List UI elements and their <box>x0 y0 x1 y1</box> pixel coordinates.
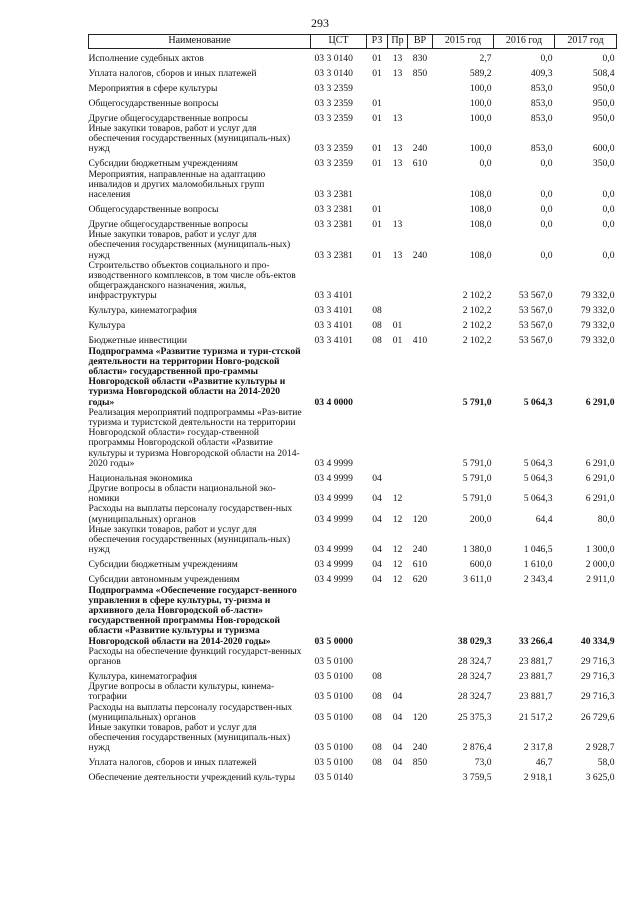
row-cst: 03 5 0100 <box>314 757 353 769</box>
row-value-2017: 6 291,0 <box>585 457 615 469</box>
row-pr: 04 <box>392 757 403 769</box>
row-value-2015: 100,0 <box>469 112 492 124</box>
row-rz: 04 <box>372 544 382 556</box>
row-value-2017: 6 291,0 <box>585 493 615 505</box>
row-pr: 04 <box>392 742 403 754</box>
row-rz <box>367 79 388 94</box>
table-row <box>89 484 617 504</box>
row-rz <box>367 647 388 667</box>
row-vr <box>408 586 433 647</box>
row-value-2017: 29 716,3 <box>580 691 615 703</box>
row-vr <box>408 261 433 302</box>
row-value-2017: 0,0 <box>602 219 615 231</box>
header-pr: Пр <box>388 35 408 49</box>
budget-table <box>88 34 617 784</box>
row-cst: 03 3 2381 <box>314 189 353 201</box>
row-value-2015: 2 876,4 <box>462 742 492 754</box>
row-value-2017: 79 332,0 <box>580 305 615 317</box>
table-row <box>89 723 617 754</box>
row-value-2016: 0,0 <box>540 204 553 216</box>
row-value-2015: 108,0 <box>469 204 492 216</box>
row-vr: 240 <box>412 544 428 556</box>
row-value-2016: 5 064,3 <box>523 457 553 469</box>
row-cst: 03 5 0100 <box>314 742 353 754</box>
row-value-2017: 950,0 <box>592 97 615 109</box>
row-value-2017: 0,0 <box>602 204 615 216</box>
row-pr <box>388 586 408 647</box>
row-value-2017: 600,0 <box>592 143 615 155</box>
row-pr: 13 <box>392 112 403 124</box>
row-value-2015: 5 791,0 <box>462 396 492 408</box>
header-rz: РЗ <box>367 35 388 49</box>
row-name: Строительство объектов социального и про-изводственного комплексов, в том числе объ-ектов общегражданского назначения, жилья, инфраструктуры <box>88 259 296 302</box>
row-pr: 04 <box>392 691 403 703</box>
row-value-2017: 0,0 <box>602 249 615 261</box>
row-pr: 12 <box>392 574 403 586</box>
row-vr: 240 <box>412 143 428 155</box>
row-vr: 240 <box>412 742 428 754</box>
row-vr <box>408 200 433 215</box>
row-value-2017: 1 300,0 <box>585 544 615 556</box>
row-name: Культура, кинематография <box>88 305 197 317</box>
row-value-2015: 600,0 <box>469 559 492 571</box>
row-rz: 08 <box>372 757 382 769</box>
row-value-2017: 3 625,0 <box>585 772 615 784</box>
table-row <box>89 317 617 332</box>
row-cst: 03 4 9999 <box>314 559 353 571</box>
row-value-2017: 79 332,0 <box>580 335 615 347</box>
row-value-2017: 79 332,0 <box>580 290 615 302</box>
row-value-2016: 853,0 <box>530 97 553 109</box>
row-value-2016: 853,0 <box>530 112 553 124</box>
row-value-2017: 80,0 <box>597 513 615 525</box>
row-name: Расходы на обеспечение функций государст-венных органов <box>88 645 302 667</box>
row-vr: 850 <box>412 757 428 769</box>
table-row <box>89 170 617 201</box>
table-row <box>89 347 617 408</box>
row-rz: 04 <box>372 559 382 571</box>
table-row <box>89 94 617 109</box>
table-body <box>89 49 617 784</box>
row-value-2017: 508,4 <box>592 67 615 79</box>
row-pr <box>388 200 408 215</box>
table-row <box>89 525 617 556</box>
row-name: Реализация мероприятий подпрограммы «Раз-витие туризма и туристской деятельности на территории Новгородской области» государ-ственной программы Новгородской области «Развитие культуры и туризма Новгородской области на 2014-2020 годы» <box>88 406 302 469</box>
row-cst: 03 4 9999 <box>314 472 353 484</box>
row-value-2015: 108,0 <box>469 189 492 201</box>
table-row <box>89 79 617 94</box>
row-name: Бюджетные инвестиции <box>88 335 187 347</box>
row-value-2015: 38 029,3 <box>457 635 492 647</box>
row-name: Субсидии бюджетным учреждениям <box>88 559 238 571</box>
row-value-2017: 0,0 <box>602 189 615 201</box>
header-vr: ВР <box>408 35 433 49</box>
row-value-2016: 53 567,0 <box>518 335 553 347</box>
row-value-2017: 79 332,0 <box>580 320 615 332</box>
row-value-2016: 5 064,3 <box>523 472 553 484</box>
row-rz: 01 <box>372 158 382 170</box>
row-value-2016: 2 343,4 <box>523 574 553 586</box>
row-cst: 03 4 9999 <box>314 574 353 586</box>
row-vr <box>408 170 433 201</box>
row-cst: 03 5 0000 <box>314 635 353 647</box>
row-rz: 01 <box>372 67 382 79</box>
table-row <box>89 556 617 571</box>
table-row <box>89 647 617 667</box>
row-rz: 01 <box>372 112 382 124</box>
row-vr <box>408 79 433 94</box>
row-vr <box>408 769 433 784</box>
row-pr <box>388 667 408 682</box>
row-value-2015: 28 324,7 <box>457 670 492 682</box>
row-value-2017: 2 928,7 <box>585 742 615 754</box>
row-rz <box>367 586 388 647</box>
row-vr <box>408 302 433 317</box>
row-vr <box>408 347 433 408</box>
row-pr: 13 <box>392 67 403 79</box>
row-value-2015: 100,0 <box>469 97 492 109</box>
row-value-2015: 5 791,0 <box>462 457 492 469</box>
row-value-2015: 2 102,2 <box>462 305 492 317</box>
row-name: Обеспечение деятельности учреждений куль-туры <box>88 772 296 784</box>
row-cst: 03 5 0140 <box>314 772 353 784</box>
row-value-2016: 21 517,2 <box>518 711 553 723</box>
table-row <box>89 586 617 647</box>
row-pr <box>388 302 408 317</box>
row-cst: 03 4 9999 <box>314 513 353 525</box>
row-rz: 04 <box>372 472 382 484</box>
row-pr <box>388 347 408 408</box>
row-cst: 03 3 2359 <box>314 143 353 155</box>
row-rz: 04 <box>372 574 382 586</box>
row-rz: 08 <box>372 335 382 347</box>
row-name: Расходы на выплаты персоналу государствен-ных (муниципальных) органов <box>88 701 293 723</box>
table-row <box>89 64 617 79</box>
table-row <box>89 124 617 155</box>
row-name: Подпрограмма «Обеспечение государст-венного управления в сфере культуры, ту-ризма и архивного дела Новгородской об-ласти» государственной программы Нов-городской области «Развитие культуры и туризма Новгородской области на 2014-2020 годы» <box>88 584 297 647</box>
row-value-2017: 29 716,3 <box>580 655 615 667</box>
row-value-2015: 200,0 <box>469 513 492 525</box>
row-value-2016: 2 317,8 <box>523 742 553 754</box>
row-value-2016: 53 567,0 <box>518 320 553 332</box>
row-name: Субсидии бюджетным учреждениям <box>88 158 238 170</box>
table-row <box>89 332 617 347</box>
row-cst: 03 3 2359 <box>314 82 353 94</box>
table-row <box>89 667 617 682</box>
row-value-2015: 0,0 <box>479 158 492 170</box>
row-pr <box>388 647 408 667</box>
row-pr: 04 <box>392 711 403 723</box>
row-pr: 12 <box>392 559 403 571</box>
row-value-2017: 950,0 <box>592 112 615 124</box>
row-vr: 240 <box>412 249 428 261</box>
row-vr <box>408 94 433 109</box>
row-value-2016: 1 610,0 <box>523 559 553 571</box>
table-header-row <box>89 35 617 49</box>
row-value-2017: 2 911,0 <box>586 574 615 586</box>
table-row <box>89 200 617 215</box>
row-value-2015: 2 102,2 <box>462 290 492 302</box>
row-vr <box>408 647 433 667</box>
row-vr <box>408 317 433 332</box>
row-value-2016: 853,0 <box>530 82 553 94</box>
row-name: Другие вопросы в области национальной эко-номики <box>88 483 276 505</box>
row-value-2016: 23 881,7 <box>518 691 553 703</box>
row-rz: 01 <box>372 249 382 261</box>
row-name: Иные закупки товаров, работ и услуг для обеспечения государственных (муниципаль-ных) нужд <box>88 721 291 754</box>
row-rz: 08 <box>372 691 382 703</box>
row-cst: 03 3 4101 <box>314 290 353 302</box>
row-cst: 03 3 4101 <box>314 320 353 332</box>
row-cst: 03 3 2381 <box>314 219 353 231</box>
row-cst: 03 3 2359 <box>314 97 353 109</box>
row-cst: 03 3 2359 <box>314 112 353 124</box>
row-value-2015: 108,0 <box>469 219 492 231</box>
row-cst: 03 3 2381 <box>314 249 353 261</box>
row-cst: 03 3 4101 <box>314 335 353 347</box>
row-pr <box>388 261 408 302</box>
row-rz: 08 <box>372 320 382 332</box>
row-vr: 120 <box>412 513 428 525</box>
row-value-2015: 5 791,0 <box>462 472 492 484</box>
row-cst: 03 3 2381 <box>314 204 353 216</box>
table-row <box>89 215 617 230</box>
row-name: Культура, кинематография <box>88 670 197 682</box>
row-pr: 01 <box>392 335 403 347</box>
row-pr <box>388 94 408 109</box>
row-value-2017: 29 716,3 <box>580 670 615 682</box>
row-value-2016: 64,4 <box>535 513 553 525</box>
row-value-2017: 58,0 <box>597 757 615 769</box>
row-pr: 13 <box>392 219 403 231</box>
row-pr: 12 <box>392 544 403 556</box>
row-value-2015: 28 324,7 <box>457 691 492 703</box>
row-cst: 03 4 9999 <box>314 493 353 505</box>
row-rz: 04 <box>372 493 382 505</box>
table-row <box>89 230 617 261</box>
row-value-2016: 53 567,0 <box>518 290 553 302</box>
row-cst: 03 5 0100 <box>314 711 353 723</box>
row-name: Уплата налогов, сборов и иных платежей <box>88 757 257 769</box>
row-cst: 03 5 0100 <box>314 655 353 667</box>
row-pr <box>388 408 408 469</box>
table-row <box>89 109 617 124</box>
header-year-2017: 2017 год <box>555 35 617 49</box>
row-pr <box>388 79 408 94</box>
row-value-2015: 2 102,2 <box>462 320 492 332</box>
table-row <box>89 754 617 769</box>
row-name: Мероприятия, направленные на адаптацию инвалидов и других маломобильных групп населения <box>88 168 266 201</box>
row-rz: 08 <box>372 305 382 317</box>
row-name: Культура <box>88 320 126 332</box>
row-vr <box>408 408 433 469</box>
row-name: Общегосударственные вопросы <box>88 97 219 109</box>
row-rz <box>367 261 388 302</box>
row-rz: 01 <box>372 143 382 155</box>
row-value-2015: 3 611,0 <box>463 574 492 586</box>
header-cst: ЦСТ <box>311 35 367 49</box>
row-rz: 08 <box>372 711 382 723</box>
row-vr: 830 <box>412 52 428 64</box>
row-vr <box>408 469 433 484</box>
row-pr: 13 <box>392 143 403 155</box>
row-value-2017: 6 291,0 <box>585 472 615 484</box>
table-row <box>89 302 617 317</box>
row-name: Другие общегосударственные вопросы <box>88 112 249 124</box>
row-vr: 620 <box>412 574 428 586</box>
row-value-2016: 33 266,4 <box>518 635 553 647</box>
row-cst: 03 3 0140 <box>314 52 353 64</box>
row-value-2016: 0,0 <box>540 219 553 231</box>
row-pr <box>388 170 408 201</box>
row-vr <box>408 215 433 230</box>
table-row <box>89 769 617 784</box>
row-value-2016: 46,7 <box>535 757 553 769</box>
header-name: Наименование <box>89 35 311 49</box>
row-pr <box>388 469 408 484</box>
table-row <box>89 49 617 65</box>
row-value-2015: 2 102,2 <box>462 335 492 347</box>
table-row <box>89 703 617 723</box>
row-name: Подпрограмма «Развитие туризма и тури-стской деятельности на территории Новго-родской области» государственной про-граммы Новгородской области «Развитие культуры и туризма Новгородской области на 2014-2020 годы» <box>88 345 301 408</box>
row-name: Национальная экономика <box>88 472 193 484</box>
table-row <box>89 155 617 170</box>
row-value-2015: 25 375,3 <box>457 711 492 723</box>
row-value-2015: 2,7 <box>479 52 492 64</box>
row-value-2016: 0,0 <box>540 52 553 64</box>
row-value-2015: 100,0 <box>469 143 492 155</box>
table-row <box>89 408 617 469</box>
header-year-2015: 2015 год <box>433 35 494 49</box>
row-value-2017: 6 291,0 <box>585 396 615 408</box>
table-row <box>89 504 617 524</box>
row-value-2016: 2 918,1 <box>523 772 553 784</box>
row-value-2016: 0,0 <box>540 189 553 201</box>
row-name: Расходы на выплаты персоналу государствен-ных (муниципальных) органов <box>88 503 293 525</box>
row-vr <box>408 682 433 702</box>
row-pr: 12 <box>392 493 403 505</box>
row-rz <box>367 347 388 408</box>
row-name: Исполнение судебных актов <box>88 52 204 64</box>
row-name: Субсидии автономным учреждениям <box>88 574 240 586</box>
row-value-2016: 0,0 <box>540 158 553 170</box>
row-value-2016: 23 881,7 <box>518 670 553 682</box>
table-row <box>89 682 617 702</box>
row-name: Иные закупки товаров, работ и услуг для обеспечения государственных (муниципаль-ных) нужд <box>88 123 291 155</box>
row-rz: 04 <box>372 513 382 525</box>
row-name: Другие общегосударственные вопросы <box>88 219 249 231</box>
row-cst: 03 4 0000 <box>314 396 353 408</box>
row-cst: 03 4 9999 <box>314 544 353 556</box>
row-pr: 13 <box>392 52 403 64</box>
row-name: Другие вопросы в области культуры, кинема-тографии <box>88 681 275 703</box>
row-cst: 03 5 0100 <box>314 670 353 682</box>
row-rz: 08 <box>372 742 382 754</box>
row-vr: 410 <box>412 335 428 347</box>
row-value-2017: 40 334,9 <box>580 635 615 647</box>
row-value-2015: 5 791,0 <box>462 493 492 505</box>
row-value-2017: 26 729,6 <box>580 711 615 723</box>
row-rz <box>367 769 388 784</box>
row-vr: 610 <box>412 158 428 170</box>
row-rz: 01 <box>372 204 382 216</box>
row-value-2016: 53 567,0 <box>518 305 553 317</box>
row-value-2017: 350,0 <box>592 158 615 170</box>
row-value-2015: 28 324,7 <box>457 655 492 667</box>
row-value-2016: 5 064,3 <box>523 396 553 408</box>
row-cst: 03 5 0100 <box>314 691 353 703</box>
row-value-2017: 0,0 <box>602 52 615 64</box>
row-vr: 610 <box>412 559 428 571</box>
row-value-2015: 1 380,0 <box>462 544 492 556</box>
page-number: 293 <box>311 16 329 30</box>
row-rz <box>367 170 388 201</box>
row-value-2016: 0,0 <box>540 249 553 261</box>
row-value-2015: 3 759,5 <box>462 772 492 784</box>
row-value-2015: 73,0 <box>474 757 492 769</box>
row-cst: 03 3 4101 <box>314 305 353 317</box>
row-name: Уплата налогов, сборов и иных платежей <box>88 67 257 79</box>
row-rz: 01 <box>372 97 382 109</box>
row-cst: 03 3 2359 <box>314 158 353 170</box>
row-rz <box>367 408 388 469</box>
row-cst: 03 3 0140 <box>314 67 353 79</box>
row-value-2016: 5 064,3 <box>523 493 553 505</box>
row-pr: 12 <box>392 513 403 525</box>
row-value-2017: 2 000,0 <box>585 559 615 571</box>
row-name: Общегосударственные вопросы <box>88 204 219 216</box>
table-row <box>89 571 617 586</box>
row-value-2016: 1 046,5 <box>523 544 553 556</box>
row-vr <box>408 484 433 504</box>
row-pr: 13 <box>392 249 403 261</box>
row-value-2017: 950,0 <box>592 82 615 94</box>
table-row <box>89 261 617 302</box>
row-rz: 01 <box>372 52 382 64</box>
row-value-2015: 108,0 <box>469 249 492 261</box>
row-pr: 13 <box>392 158 403 170</box>
row-vr <box>408 667 433 682</box>
row-value-2015: 100,0 <box>469 82 492 94</box>
table-row <box>89 469 617 484</box>
row-name: Иные закупки товаров, работ и услуг для обеспечения государственных (муниципаль-ных) нужд <box>88 229 291 261</box>
row-pr: 01 <box>392 320 403 332</box>
row-rz: 08 <box>372 670 382 682</box>
row-name: Иные закупки товаров, работ и услуг для обеспечения государственных (муниципаль-ных) нужд <box>88 523 291 556</box>
row-pr <box>388 769 408 784</box>
row-vr: 120 <box>412 711 428 723</box>
row-vr <box>408 109 433 124</box>
row-value-2015: 589,2 <box>469 67 492 79</box>
row-value-2016: 409,3 <box>530 67 553 79</box>
row-value-2016: 853,0 <box>530 143 553 155</box>
header-year-2016: 2016 год <box>494 35 555 49</box>
row-value-2016: 23 881,7 <box>518 655 553 667</box>
row-vr: 850 <box>412 67 428 79</box>
row-cst: 03 4 9999 <box>314 457 353 469</box>
row-rz: 01 <box>372 219 382 231</box>
row-name: Мероприятия в сфере культуры <box>88 82 218 94</box>
